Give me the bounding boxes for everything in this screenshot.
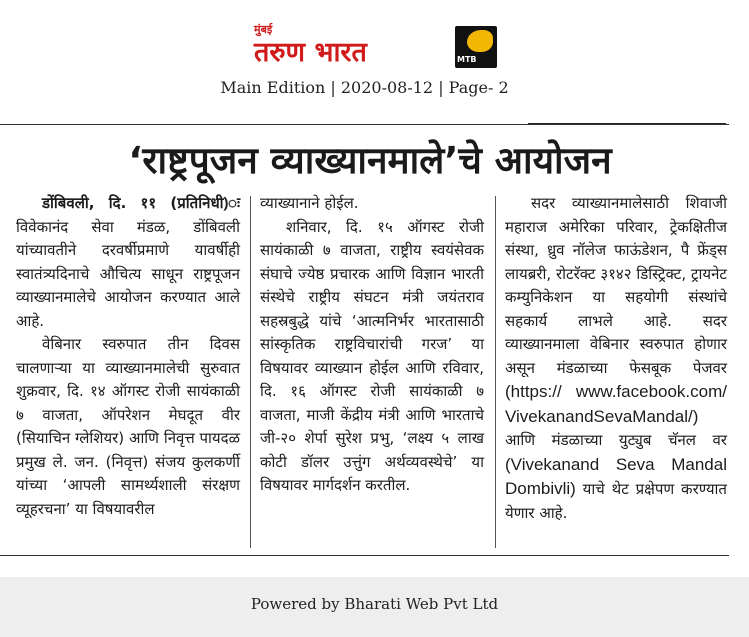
logo-city: मुंबई: [254, 23, 273, 36]
footer: [0, 577, 749, 637]
paragraph-5-mid: आणि मंडळाच्या युट्युब चॅनल वर: [505, 431, 727, 449]
edition-info: Main Edition | 2020-08-12 | Page- 2: [220, 78, 509, 97]
flame-icon: [467, 30, 493, 52]
article-column-2: [260, 192, 484, 498]
article-dateline: डोंबिवली, दि. ११ (प्रतिनिधी)ः: [42, 194, 240, 212]
paragraph-5: सदर व्याख्यानमालेसाठी शिवाजी महाराज अमेरिका परिवार, ट्रेकक्षितीज संस्था, ध्रुव नॉलेज फाऊंडेशन, पै फ्रेंड्स लायब्ररी, रोटरॅक्ट ३१४२ डिस्ट्रिक्ट, ट्रायनेट कम्युनिकेशन या सहयोगी संस्थांचे सहकार्य लाभले आहे. सदर व्याख्यानमाला वेबिनार स्वरुपात होणार असून मंडळाच्या फेसबूक पेजवर: [505, 194, 727, 377]
article-headline: ‘राष्ट्रपूजन व्याख्यानमाले’चे आयोजन: [128, 139, 612, 182]
paragraph-4: शनिवार, दि. १५ ऑगस्ट रोजी सायंकाळी ७ वाजता, राष्ट्रीय स्वयंसेवक संघाचे ज्येष्ठ प्रचारक आणि विज्ञान भारती संस्थेचे राष्ट्रीय संघटन मंत्री जयंतराव सहस्रबुद्धे यांचे ‘आत्मनिर्भर भारतासाठी सांस्कृतिक राष्ट्रविचारांची गरज’ या विषयावर व्याख्यान होईल आणि रविवार, दि. १६ ऑगस्ट रोजी सायंकाळी ७ वाजता, माजी केंद्रीय मंत्री आणि भारताचे जी-२० शेर्पा सुरेश प्रभु, ‘लक्ष्य ५ लाख कोटी डॉलर उत्तुंग अर्थव्यवस्थेचे’ या विषयावर मार्गदर्शन करतील.: [260, 217, 484, 494]
article-column-3: [505, 192, 727, 525]
facebook-link[interactable]: (https:// www.facebook.com/ VivekanandSevaMandal/): [505, 382, 727, 426]
powered-by-text: Powered by Bharati Web Pvt Ltd: [250, 595, 499, 613]
column-divider-1: [250, 196, 251, 548]
bottom-divider: [0, 555, 729, 556]
logo-name: तरुण भारत: [254, 37, 367, 68]
badge-text: MTB: [457, 55, 477, 64]
article-column-1: [16, 192, 240, 521]
paragraph-5-end: याचे थेट प्रक्षेपण करण्यात येणार आहे.: [505, 480, 727, 522]
masthead: [0, 0, 749, 120]
column-divider-2: [495, 196, 496, 548]
newspaper-logo[interactable]: [250, 22, 500, 72]
mtb-badge-icon: [455, 26, 497, 68]
youtube-channel-link[interactable]: (Vivekanand Seva Mandal Dombivli): [505, 454, 727, 498]
masthead-box-divider: [528, 105, 726, 125]
top-divider: [0, 124, 729, 125]
paragraph-1: विवेकानंद सेवा मंडळ, डोंबिवली यांच्यावतीने दरवर्षीप्रमाणे यावर्षीही स्वातंत्र्यदिनाचे औचित्य साधून राष्ट्रपूजन व्याख्यानमालेचे आयोजन करण्यात आले आहे.: [16, 217, 240, 330]
paragraph-3: व्याख्यानाने होईल.: [260, 194, 359, 212]
paragraph-2: वेबिनार स्वरुपात तीन दिवस चालणार्‍या या व्याख्यानमालेची सुरुवात शुक्रवार, दि. १४ ऑगस्ट रोजी सायंकाळी ७ वाजता, ऑपरेशन मेघदूत वीर (सियाचिन ग्लेशियर) आणि निवृत्त पायदळ प्रमुख ले. जन. (निवृत्त) संजय कुलकर्णी यांच्या ‘आपली सामर्थ्यशाली संरक्षण व्यूहरचना’ या विषयावरील: [16, 335, 240, 518]
